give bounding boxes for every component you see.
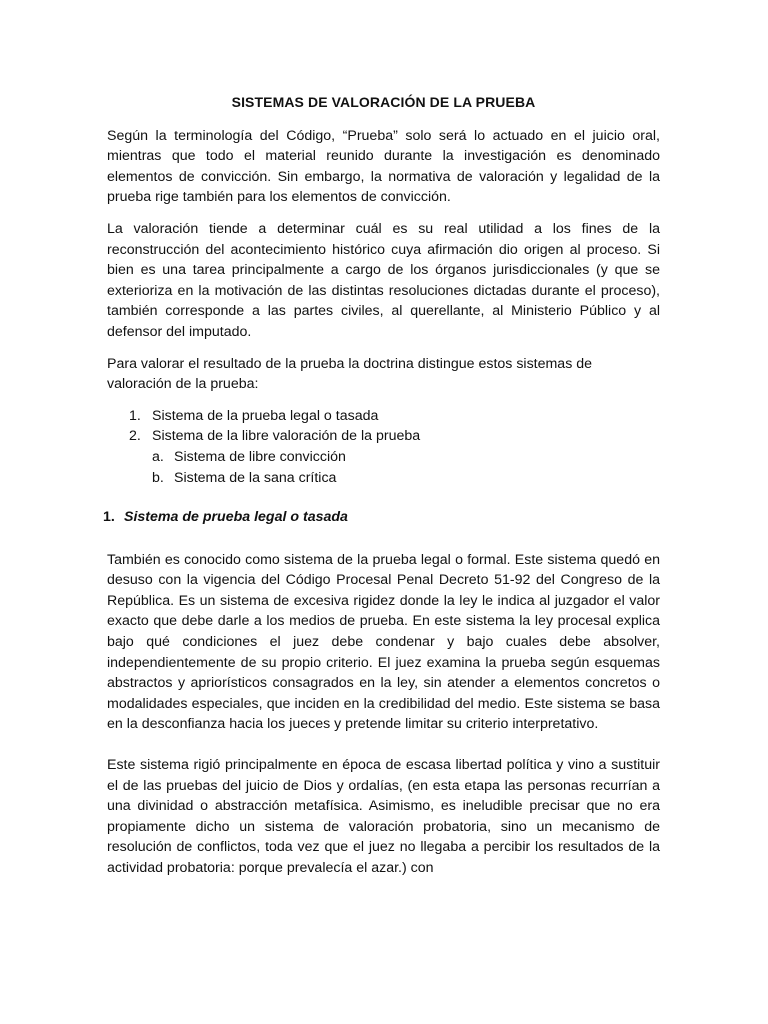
document-page: [103, 92, 660, 890]
systems-list: [107, 406, 660, 488]
list-item-number: 2.: [129, 428, 141, 445]
sub-list-item: [107, 468, 660, 489]
list-item-number: 1.: [129, 407, 141, 424]
list-item-text: Sistema de la libre valoración de la prueba: [152, 428, 421, 445]
list-item: [107, 406, 660, 427]
paragraph-3: Para valorar el resultado de la prueba la doctrina distingue estos sistemas de valoración de la prueba:: [107, 355, 593, 393]
list-item-letter: a.: [152, 448, 164, 465]
list-item: [107, 426, 660, 447]
section-paragraph-1: También es conocido como sistema de la prueba legal o formal. Este sistema quedó en desuso con la vigencia del Código Procesal Penal Decreto 51-92 del Congreso de la República. Es un sistema de excesiva rigidez donde la ley le indica al juzgador el valor exacto que debe darle a los medios de prueba. En este sistema la ley procesal explica bajo qué condiciones el juez debe condenar y bajo cuales debe absolver, independientemente de su propio criterio. El juez examina la prueba según esquemas abstractos y apriorísticos consagrados en la ley, sin atender a elementos concretos o modalidades especiales, que inciden en la credibilidad del medio. Este sistema se basa en la desconfianza hacia los jueces y pretende limitar su criterio interpretativo.: [107, 551, 660, 733]
list-item-text: Sistema de la sana crítica: [174, 469, 337, 486]
paragraph-1: Según la terminología del Código, “Prueba” solo será lo actuado en el juicio oral, mientras que todo el material reunido durante la investigación es denominado elementos de convicción. Sin embargo, la normativa de valoración y legalidad de la prueba rige también para los elementos de convicción.: [107, 127, 660, 206]
paragraph-2: La valoración tiende a determinar cuál es su real utilidad a los fines de la reconstrucción del acontecimiento histórico cuya afirmación dio origen al proceso. Si bien es una tarea principalmente a cargo de los órganos jurisdiccionales (y que se exterioriza en la motivación de las distintas resoluciones dictadas durante el proceso), también corresponde a las partes civiles, al querellante, al Ministerio Público y al defensor del imputado.: [107, 220, 660, 340]
section-title: Sistema de prueba legal o tasada: [124, 509, 348, 526]
document-title: SISTEMAS DE VALORACIÓN DE LA PRUEBA: [231, 94, 536, 110]
section-paragraph-2: Este sistema rigió principalmente en época de escasa libertad política y vino a sustituir el de las pruebas del juicio de Dios y ordalías, (en esta etapa las personas recurrían a una divinidad o abstracción metafísica. Asimismo, es ineludible precisar que no era propiamente dicho un sistema de valoración probatoria, sino un mecanismo de resolución de conflictos, toda vez que el juez no llegaba a percibir los resultados de la actividad probatoria: porque prevalecía el azar.) con: [107, 757, 660, 876]
list-item-letter: b.: [152, 469, 164, 486]
list-item-text: Sistema de libre convicción: [174, 448, 346, 465]
section-number: 1.: [103, 509, 115, 526]
section-heading: [103, 507, 660, 528]
sub-list-item: [107, 447, 660, 468]
list-item-text: Sistema de la prueba legal o tasada: [152, 407, 379, 424]
